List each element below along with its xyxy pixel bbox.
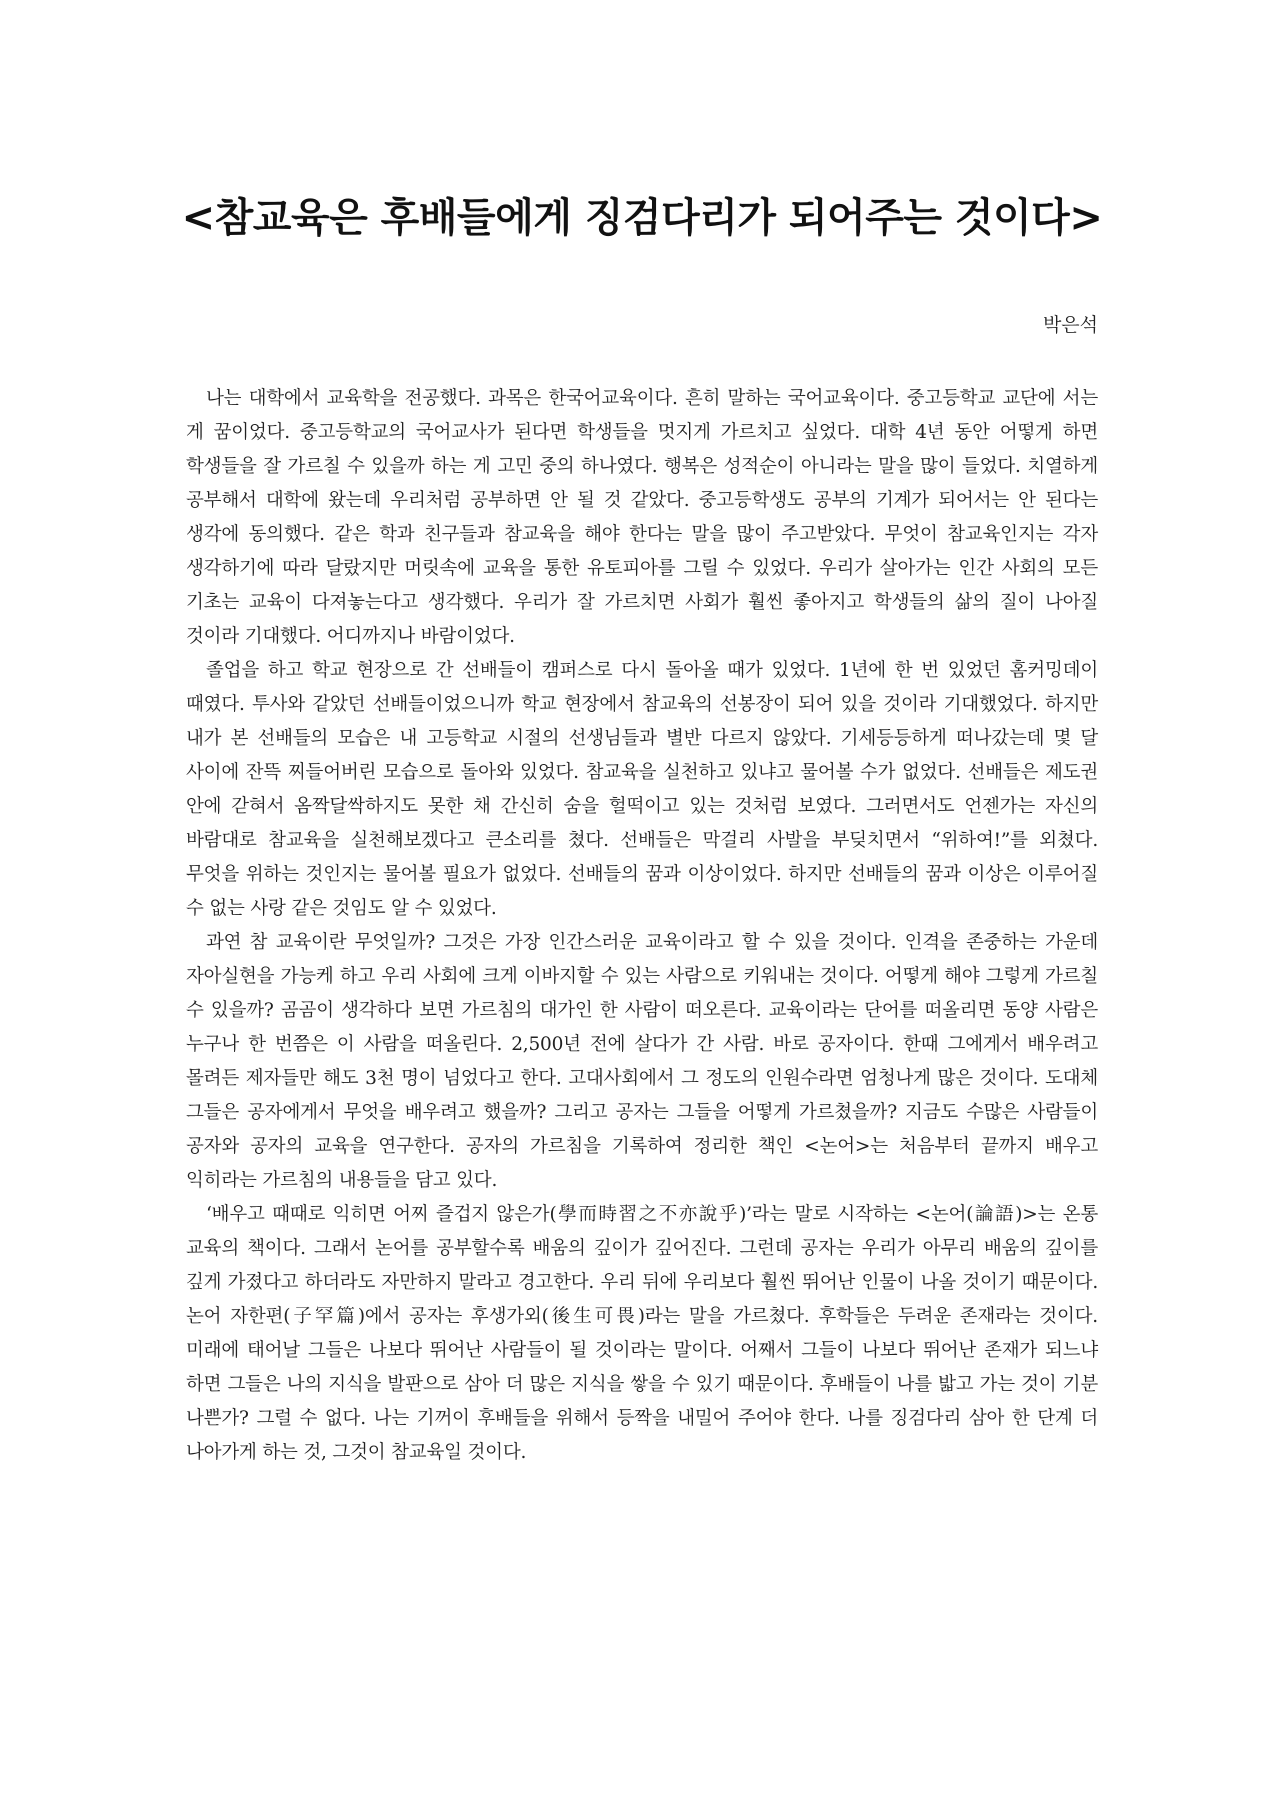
- document-body: [186, 382, 1098, 1470]
- author-name: 박은석: [1042, 314, 1098, 336]
- paragraph-4: ‘배우고 때때로 익히면 어찌 즐겁지 않은가(學而時習之不亦說乎)’라는 말로 시작하는 <논어(論語)>는 온통 교육의 책이다. 그래서 논어를 공부할수록 배움의 깊이가 깊어진다. 그런데 공자는 우리가 아무리 배움의 깊이를 깊게 가졌다고 하더라도 자만하지 말라고 경고한다. 우리 뒤에 우리보다 훨씬 뛰어난 인물이 나올 것이기 때문이다. 논어 자한편(子罕篇)에서 공자는 후생가외(後生可畏)라는 말을 가르쳤다. 후학들은 두려운 존재라는 것이다. 미래에 태어날 그들은 나보다 뛰어난 사람들이 될 것이라는 말이다. 어째서 그들이 나보다 뛰어난 존재가 되느냐 하면 그들은 나의 지식을 발판으로 삼아 더 많은 지식을 쌓을 수 있기 때문이다. 후배들이 나를 밟고 가는 것이 기분 나쁜가? 그럴 수 없다. 나는 기꺼이 후배들을 위해서 등짝을 내밀어 주어야 한다. 나를 징검다리 삼아 한 단계 더 나아가게 하는 것, 그것이 참교육일 것이다.: [186, 1204, 1098, 1463]
- document-title: <참교육은 후배들에게 징검다리가 되어주는 것이다>: [181, 195, 1103, 241]
- paragraph-2: 졸업을 하고 학교 현장으로 간 선배들이 캠퍼스로 다시 돌아올 때가 있었다. 1년에 한 번 있었던 홈커밍데이 때였다. 투사와 같았던 선배들이었으니까 학교 현장에서 참교육의 선봉장이 되어 있을 것이라 기대했었다. 하지만 내가 본 선배들의 모습은 내 고등학교 시절의 선생님들과 별반 다르지 않았다. 기세등등하게 떠나갔는데 몇 달 사이에 잔뜩 찌들어버린 모습으로 돌아와 있었다. 참교육을 실천하고 있냐고 물어볼 수가 없었다. 선배들은 제도권 안에 갇혀서 옴짝달싹하지도 못한 채 간신히 숨을 헐떡이고 있는 것처럼 보였다. 그러면서도 언젠가는 자신의 바람대로 참교육을 실천해보겠다고 큰소리를 쳤다. 선배들은 막걸리 사발을 부딪치면서 “위하여!”를 외쳤다. 무엇을 위하는 것인지는 물어볼 필요가 없었다. 선배들의 꿈과 이상이었다. 하지만 선배들의 꿈과 이상은 이루어질 수 없는 사랑 같은 것임도 알 수 있었다.: [186, 660, 1098, 919]
- paragraph-3: 과연 참 교육이란 무엇일까? 그것은 가장 인간스러운 교육이라고 할 수 있을 것이다. 인격을 존중하는 가운데 자아실현을 가능케 하고 우리 사회에 크게 이바지할 수 있는 사람으로 키워내는 것이다. 어떻게 해야 그렇게 가르칠 수 있을까? 곰곰이 생각하다 보면 가르침의 대가인 한 사람이 떠오른다. 교육이라는 단어를 떠올리면 동양 사람은 누구나 한 번쯤은 이 사람을 떠올린다. 2,500년 전에 살다가 간 사람. 바로 공자이다. 한때 그에게서 배우려고 몰려든 제자들만 해도 3천 명이 넘었다고 한다. 고대사회에서 그 정도의 인원수라면 엄청나게 많은 것이다. 도대체 그들은 공자에게서 무엇을 배우려고 했을까? 그리고 공자는 그들을 어떻게 가르쳤을까? 지금도 수많은 사람들이 공자와 공자의 교육을 연구한다. 공자의 가르침을 기록하여 정리한 책인 <논어>는 처음부터 끝까지 배우고 익히라는 가르침의 내용들을 담고 있다.: [186, 932, 1098, 1191]
- paragraph-1: 나는 대학에서 교육학을 전공했다. 과목은 한국어교육이다. 흔히 말하는 국어교육이다. 중고등학교 교단에 서는 게 꿈이었다. 중고등학교의 국어교사가 된다면 학생들을 멋지게 가르치고 싶었다. 대학 4년 동안 어떻게 하면 학생들을 잘 가르칠 수 있을까 하는 게 고민 중의 하나였다. 행복은 성적순이 아니라는 말을 많이 들었다. 치열하게 공부해서 대학에 왔는데 우리처럼 공부하면 안 될 것 같았다. 중고등학생도 공부의 기계가 되어서는 안 된다는 생각에 동의했다. 같은 학과 친구들과 참교육을 해야 한다는 말을 많이 주고받았다. 무엇이 참교육인지는 각자 생각하기에 따라 달랐지만 머릿속에 교육을 통한 유토피아를 그릴 수 있었다. 우리가 살아가는 인간 사회의 모든 기초는 교육이 다져놓는다고 생각했다. 우리가 잘 가르치면 사회가 훨씬 좋아지고 학생들의 삶의 질이 나아질 것이라 기대했다. 어디까지나 바람이었다.: [186, 388, 1098, 647]
- document-page: [181, 0, 1103, 1810]
